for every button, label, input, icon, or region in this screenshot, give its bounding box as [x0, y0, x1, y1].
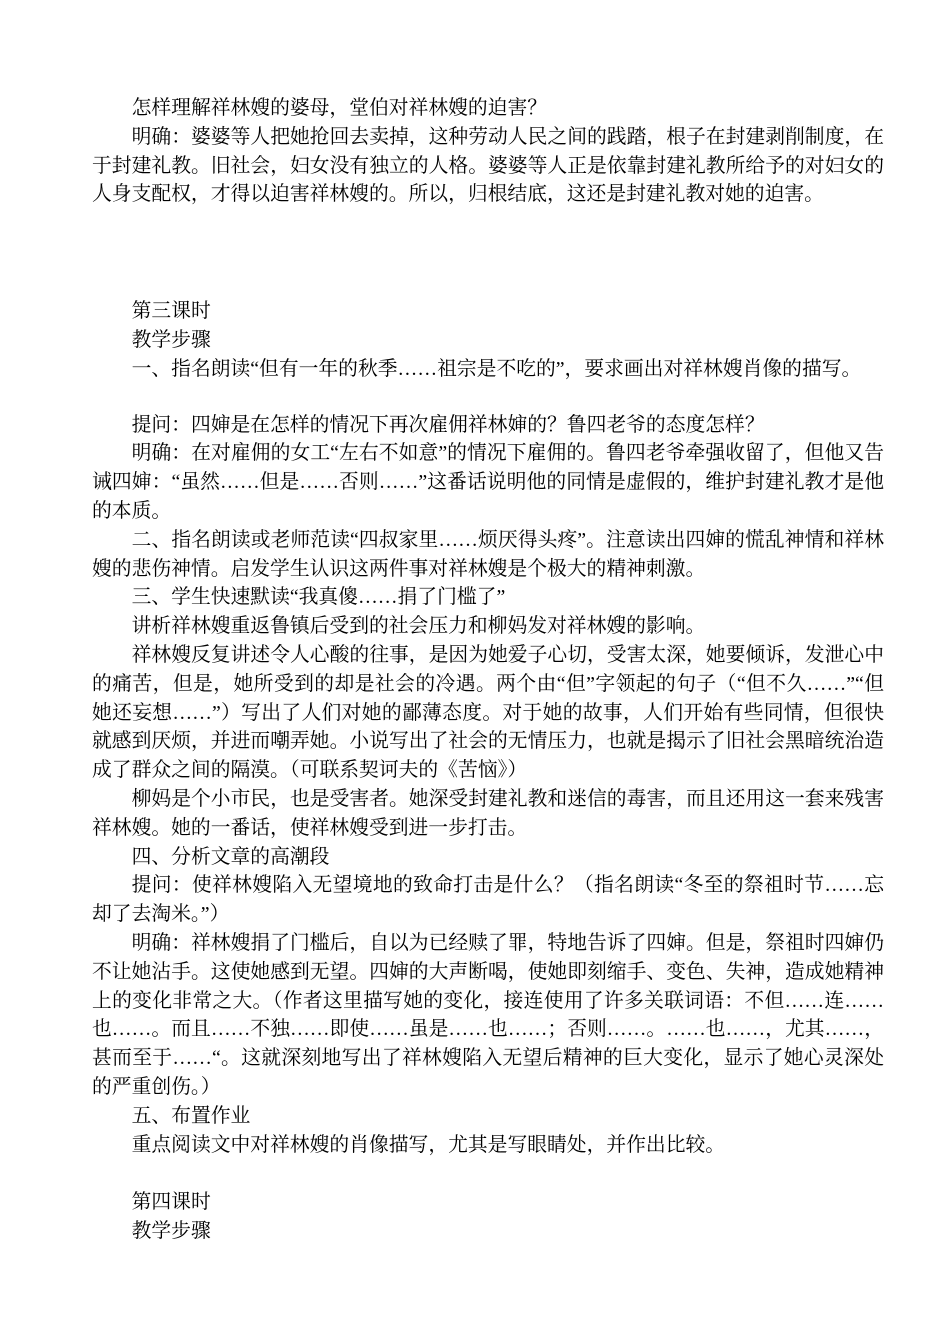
paragraph-clarification-persecution: 明确：婆婆等人把她抢回去卖掉，这种劳动人民之间的践踏，根子在封建剥削制度，在于封建礼教。旧社会，妇女没有独立的人格。婆婆等人正是依靠封建礼教所给予的对妇女的人身支配权，才得以迫害祥林嫂的。所以，归根结底，这还是封建礼教对她的迫害。 [92, 125, 884, 206]
heading-teaching-steps-1: 教学步骤 [131, 328, 211, 351]
heading-lesson-4: 第四课时 [131, 1191, 211, 1214]
paragraph-clarification-rehire: 明确：在对雇佣的女工“左右不如意”的情况下雇佣的。鲁四老爷牵强收留了，但他又告诫四婶：“虽然……但是……否则……”这番话说明他的同情是虚假的，维护封建礼教才是他的本质。 [92, 442, 884, 522]
paragraph-step-three-silent-reading: 三、学生快速默读“我真傻……捐了门槛了” [131, 586, 506, 609]
paragraph-question-rehire: 提问：四婶是在怎样的情况下再次雇佣祥林婶的？鲁四老爷的态度怎样？ [131, 413, 765, 436]
paragraph-clarification-fatal-blow: 明确：祥林嫂捐了门槛后，自以为已经赎了罪，特地告诉了四婶。但是，祭祖时四婶仍不让她沾手。这使她感到无望。四婶的大声断喝，使她即刻缩手、变色、失神，造成她精神上的变化非常之大。（作者这里描写她的变化，接连使用了许多关联词语：不但……连……也……。而且……不独……即使……虽是……也……；否则……。……也……，尤其……，甚而至于……“。这就深刻地写出了祥林嫂陷入无望后精神的巨大变化，显示了她心灵深处的严重创伤。） [92, 931, 884, 1098]
blank-lines [92, 209, 884, 297]
paragraph-analysis-intro: 讲析祥林嫂重返鲁镇后受到的社会压力和柳妈发对祥林嫂的影响。 [131, 615, 706, 638]
paragraph-social-pressure-analysis: 祥林嫂反复讲述令人心酸的往事，是因为她爱子心切，受害太深，她要倾诉，发泄心中的痛苦，但是，她所受到的却是社会的冷遇。两个由“但”字领起的句子（“但不久……”“但她还妄想……”）写出了人们对她的鄙薄态度。对于她的故事，人们开始有些同情，但很快就感到厌烦，并进而嘲弄她。小说写出了社会的无情压力，也就是揭示了旧社会黑暗统治造成了群众之间的隔漠。（可联系契诃夫的《苦恼》） [92, 643, 884, 782]
paragraph-step-four-climax: 四、分析文章的高潮段 [131, 845, 330, 868]
heading-lesson-3: 第三课时 [131, 300, 211, 323]
blank-line [92, 384, 884, 411]
paragraph-step-five-homework: 五、布置作业 [131, 1104, 251, 1127]
paragraph-liumma-analysis: 柳妈是个小市民，也是受害者。她深受封建礼教和迷信的毒害，而且还用这一套来残害祥林嫂。她的一番话，使祥林嫂受到进一步打击。 [92, 787, 884, 839]
paragraph-question-fatal-blow: 提问：使祥林嫂陷入无望境地的致命打击是什么？（指名朗读“冬至的祭祖时节……忘却了去淘米。”） [92, 874, 884, 926]
paragraph-homework-detail: 重点阅读文中对祥林嫂的肖像描写，尤其是写眼睛处，并作出比较。 [131, 1133, 726, 1156]
paragraph-step-two-reading: 二、指名朗读或老师范读“四叔家里……烦厌得头疼”。注意读出四婶的慌乱神情和祥林嫂的悲伤神情。启发学生认识这两件事对祥林嫂是个极大的精神刺激。 [92, 528, 884, 580]
paragraph-question-mother-in-law: 怎样理解祥林嫂的婆母，堂伯对祥林嫂的迫害？ [131, 97, 548, 119]
blank-line [92, 1159, 884, 1188]
paragraph-step-one-reading: 一、指名朗读“但有一年的秋季……祖宗是不吃的”，要求画出对祥林嫂肖像的描写。 [131, 357, 862, 380]
heading-teaching-steps-2: 教学步骤 [131, 1220, 211, 1243]
